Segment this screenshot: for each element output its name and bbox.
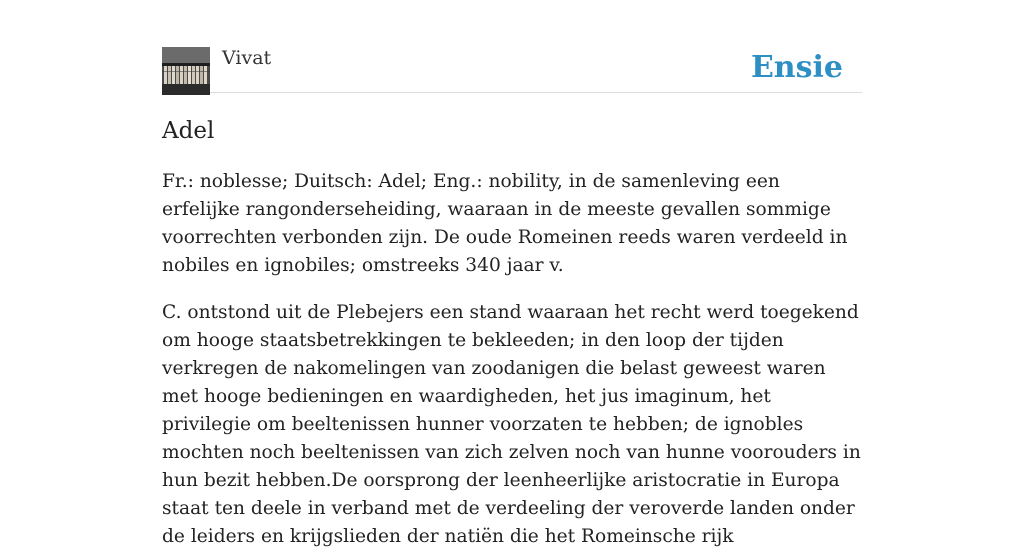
header bbox=[162, 0, 862, 93]
author-name[interactable]: Vivat bbox=[222, 47, 272, 69]
avatar[interactable] bbox=[162, 47, 210, 95]
article-title: Adel bbox=[162, 118, 215, 144]
article-paragraph: C. ontstond uit de Plebejers een stand waaraan het recht werd toegekend om hooge staatsbetrekkingen te bekleeden; in den loop der tijden verkregen de nakomelingen van zoodanigen die belast geweest waren met hooge bedieningen en waardigheden, het jus imaginum, het privilegie om beeltenissen hunner voorzaten te hebben; de ignobles mochten noch beeltenissen van zich zelven noch van hunne voorouders in hun bezit hebben.De oorsprong der leenheerlijke aristocratie in Europa staat ten deele in verband met de verdeeling der veroverde landen onder de leiders en krijgslieden der natiën die het Romeinsche rijk bbox=[162, 302, 861, 547]
bookshelf-icon bbox=[162, 47, 210, 95]
article-paragraph: Fr.: noblesse; Duitsch: Adel; Eng.: nobility, in de samenleving een erfelijke rangonderseheiding, waaraan in de meeste gevallen sommige voorrechten verbonden zijn. De oude Romeinen reeds waren verdeeld in nobiles en ignobiles; omstreeks 340 jaar v. bbox=[162, 171, 848, 276]
brand-logo[interactable]: Ensie bbox=[750, 50, 843, 85]
page-container bbox=[162, 0, 862, 547]
